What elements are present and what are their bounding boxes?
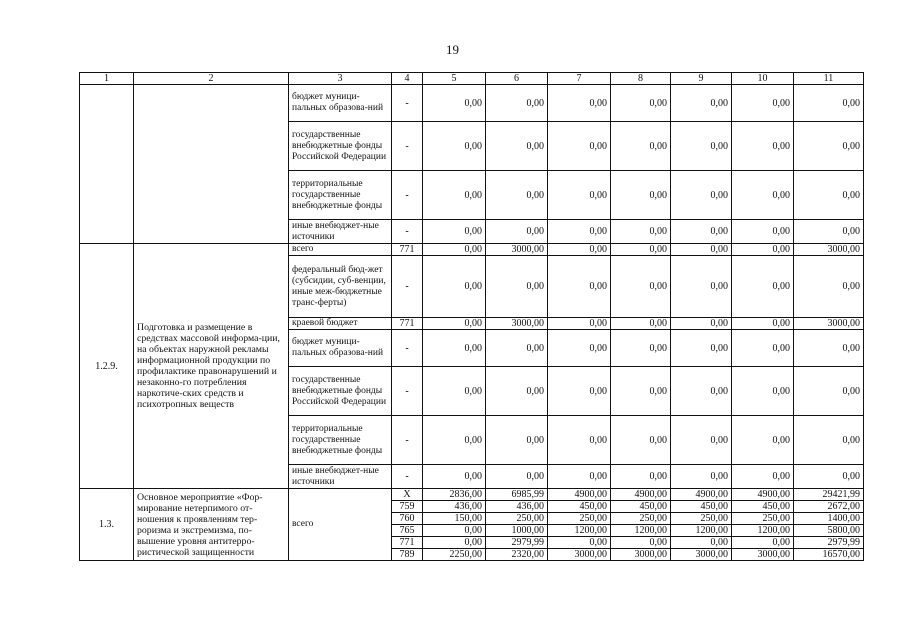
amount-cell: 3000,00 — [486, 244, 548, 256]
amount-cell: 0,00 — [732, 256, 794, 318]
amount-cell: 0,00 — [423, 318, 486, 330]
amount-cell: 2672,00 — [794, 501, 864, 513]
amount-cell: 450,00 — [611, 501, 671, 513]
budget-table — [79, 72, 864, 561]
amount-cell: 0,00 — [732, 85, 794, 122]
amount-cell: 29421,99 — [794, 489, 864, 501]
amount-cell: 0,00 — [671, 537, 732, 549]
budget-code-cell: - — [392, 171, 423, 220]
amount-cell: 2979,99 — [486, 537, 548, 549]
amount-cell: 0,00 — [611, 256, 671, 318]
amount-cell: 0,00 — [548, 220, 611, 244]
amount-cell: 450,00 — [671, 501, 732, 513]
budget-code-cell: 771 — [392, 318, 423, 330]
funding-source-cell: государственные внебюджетные фонды Российской Федерации — [289, 122, 392, 171]
amount-cell: 0,00 — [548, 85, 611, 122]
budget-code-cell: - — [392, 220, 423, 244]
item-number-cell — [80, 85, 134, 244]
amount-cell: 2836,00 — [423, 489, 486, 501]
amount-cell: 0,00 — [486, 171, 548, 220]
amount-cell: 450,00 — [548, 501, 611, 513]
amount-cell: 5800,00 — [794, 525, 864, 537]
amount-cell: 3000,00 — [611, 549, 671, 561]
amount-cell: 0,00 — [611, 220, 671, 244]
amount-cell: 1400,00 — [794, 513, 864, 525]
budget-code-cell: 771 — [392, 244, 423, 256]
amount-cell: 0,00 — [611, 537, 671, 549]
amount-cell: 0,00 — [732, 330, 794, 367]
budget-code-cell: - — [392, 256, 423, 318]
amount-cell: 0,00 — [611, 465, 671, 489]
column-number-cell: 9 — [671, 73, 732, 85]
amount-cell: 1000,00 — [486, 525, 548, 537]
amount-cell: 0,00 — [671, 416, 732, 465]
budget-code-cell: - — [392, 85, 423, 122]
amount-cell: 250,00 — [671, 513, 732, 525]
amount-cell: 0,00 — [548, 171, 611, 220]
page-number: 19 — [446, 42, 459, 57]
amount-cell: 450,00 — [732, 501, 794, 513]
budget-code-cell: 765 — [392, 525, 423, 537]
amount-cell: 4900,00 — [548, 489, 611, 501]
table-row — [80, 244, 864, 256]
funding-source-cell: бюджет муници-пальных образова-ний — [289, 85, 392, 122]
amount-cell: 0,00 — [671, 256, 732, 318]
column-number-cell: 8 — [611, 73, 671, 85]
amount-cell: 3000,00 — [794, 318, 864, 330]
amount-cell: 0,00 — [794, 465, 864, 489]
amount-cell: 0,00 — [671, 85, 732, 122]
amount-cell: 0,00 — [548, 244, 611, 256]
amount-cell: 250,00 — [611, 513, 671, 525]
item-number-cell: 1.2.9. — [80, 244, 134, 489]
amount-cell: 0,00 — [611, 122, 671, 171]
amount-cell: 0,00 — [423, 244, 486, 256]
funding-source-cell: территориальные государственные внебюджетные фонды — [289, 171, 392, 220]
amount-cell: 0,00 — [794, 416, 864, 465]
amount-cell: 0,00 — [671, 171, 732, 220]
amount-cell: 0,00 — [486, 416, 548, 465]
column-number-cell: 10 — [732, 73, 794, 85]
amount-cell: 0,00 — [671, 244, 732, 256]
amount-cell: 0,00 — [548, 367, 611, 416]
amount-cell: 0,00 — [423, 256, 486, 318]
budget-code-cell: - — [392, 122, 423, 171]
item-number-cell: 1.3. — [80, 489, 134, 561]
amount-cell: 0,00 — [794, 367, 864, 416]
amount-cell: 3000,00 — [548, 549, 611, 561]
budget-code-cell: - — [392, 416, 423, 465]
item-name-cell: Подготовка и размещение в средствах массовой информа-ции, на объектах наружной рекламы информационной продукции по профилактике правонарушений и незаконно-го потребления наркотиче-ских средств и психотропных веществ — [134, 244, 289, 489]
amount-cell: 3000,00 — [732, 549, 794, 561]
funding-source-cell: всего — [289, 244, 392, 256]
amount-cell: 0,00 — [611, 367, 671, 416]
item-name-cell: Основное мероприятие «Фор-мирование нетерпимого от-ношения к проявлениям тер-роризма и экстремизма, по-вышение уровня антитерро-ристической защищенности — [134, 489, 289, 561]
column-number-cell: 4 — [392, 73, 423, 85]
amount-cell: 1200,00 — [611, 525, 671, 537]
amount-cell: 150,00 — [423, 513, 486, 525]
column-number-cell: 3 — [289, 73, 392, 85]
amount-cell: 2250,00 — [423, 549, 486, 561]
amount-cell: 0,00 — [486, 465, 548, 489]
table-row — [80, 489, 864, 501]
amount-cell: 0,00 — [486, 330, 548, 367]
amount-cell: 0,00 — [548, 465, 611, 489]
amount-cell: 0,00 — [671, 465, 732, 489]
amount-cell: 0,00 — [548, 318, 611, 330]
amount-cell: 1200,00 — [671, 525, 732, 537]
amount-cell: 0,00 — [486, 256, 548, 318]
column-number-cell: 11 — [794, 73, 864, 85]
amount-cell: 436,00 — [486, 501, 548, 513]
amount-cell: 0,00 — [423, 465, 486, 489]
funding-source-cell: федеральный бюд-жет (субсидии, суб-венции, иные меж-бюджетные транс-ферты) — [289, 256, 392, 318]
amount-cell: 0,00 — [794, 85, 864, 122]
amount-cell: 2979,99 — [794, 537, 864, 549]
amount-cell: 3000,00 — [486, 318, 548, 330]
amount-cell: 16570,00 — [794, 549, 864, 561]
amount-cell: 1200,00 — [732, 525, 794, 537]
amount-cell: 0,00 — [423, 416, 486, 465]
column-number-cell: 1 — [80, 73, 134, 85]
amount-cell: 4900,00 — [671, 489, 732, 501]
column-number-cell: 7 — [548, 73, 611, 85]
amount-cell: 0,00 — [732, 465, 794, 489]
amount-cell: 0,00 — [548, 537, 611, 549]
amount-cell: 0,00 — [732, 537, 794, 549]
column-number-cell: 2 — [134, 73, 289, 85]
amount-cell: 0,00 — [671, 367, 732, 416]
table-row — [80, 85, 864, 122]
amount-cell: 3000,00 — [794, 244, 864, 256]
funding-source-cell: краевой бюджет — [289, 318, 392, 330]
budget-code-cell: 759 — [392, 501, 423, 513]
amount-cell: 0,00 — [611, 318, 671, 330]
amount-cell: 0,00 — [548, 416, 611, 465]
amount-cell: 0,00 — [423, 367, 486, 416]
amount-cell: 0,00 — [423, 85, 486, 122]
amount-cell: 250,00 — [486, 513, 548, 525]
amount-cell: 0,00 — [423, 122, 486, 171]
budget-code-cell: 771 — [392, 537, 423, 549]
amount-cell: 0,00 — [732, 318, 794, 330]
amount-cell: 6985,99 — [486, 489, 548, 501]
funding-source-cell: государственные внебюджетные фонды Российской Федерации — [289, 367, 392, 416]
column-number-cell: 6 — [486, 73, 548, 85]
amount-cell: 0,00 — [611, 330, 671, 367]
budget-code-cell: X — [392, 489, 423, 501]
amount-cell: 0,00 — [486, 220, 548, 244]
column-number-cell: 5 — [423, 73, 486, 85]
amount-cell: 0,00 — [732, 220, 794, 244]
amount-cell: 0,00 — [794, 171, 864, 220]
budget-code-cell: 760 — [392, 513, 423, 525]
amount-cell: 4900,00 — [611, 489, 671, 501]
amount-cell: 0,00 — [671, 122, 732, 171]
budget-code-cell: - — [392, 465, 423, 489]
amount-cell: 0,00 — [611, 171, 671, 220]
amount-cell: 0,00 — [611, 244, 671, 256]
amount-cell: 2320,00 — [486, 549, 548, 561]
amount-cell: 0,00 — [671, 220, 732, 244]
amount-cell: 0,00 — [548, 122, 611, 171]
amount-cell: 436,00 — [423, 501, 486, 513]
amount-cell: 0,00 — [486, 122, 548, 171]
amount-cell: 0,00 — [794, 122, 864, 171]
amount-cell: 0,00 — [423, 220, 486, 244]
funding-source-cell: иные внебюджет-ные источники — [289, 465, 392, 489]
funding-source-cell: иные внебюджет-ные источники — [289, 220, 392, 244]
amount-cell: 3000,00 — [671, 549, 732, 561]
amount-cell: 0,00 — [794, 220, 864, 244]
amount-cell: 0,00 — [423, 537, 486, 549]
amount-cell: 4900,00 — [732, 489, 794, 501]
amount-cell: 0,00 — [611, 85, 671, 122]
funding-source-cell: территориальные государственные внебюджетные фонды — [289, 416, 392, 465]
funding-source-cell: всего — [289, 489, 392, 561]
amount-cell: 250,00 — [732, 513, 794, 525]
amount-cell: 0,00 — [732, 122, 794, 171]
amount-cell: 0,00 — [671, 318, 732, 330]
amount-cell: 0,00 — [486, 85, 548, 122]
item-name-cell — [134, 85, 289, 244]
amount-cell: 1200,00 — [548, 525, 611, 537]
budget-code-cell: 789 — [392, 549, 423, 561]
amount-cell: 0,00 — [423, 171, 486, 220]
amount-cell: 0,00 — [732, 367, 794, 416]
budget-code-cell: - — [392, 330, 423, 367]
amount-cell: 0,00 — [732, 171, 794, 220]
amount-cell: 0,00 — [423, 330, 486, 367]
budget-code-cell: - — [392, 367, 423, 416]
amount-cell: 0,00 — [486, 367, 548, 416]
amount-cell: 0,00 — [794, 256, 864, 318]
amount-cell: 0,00 — [611, 416, 671, 465]
amount-cell: 0,00 — [732, 244, 794, 256]
header-row — [80, 73, 864, 85]
amount-cell: 0,00 — [732, 416, 794, 465]
amount-cell: 0,00 — [548, 256, 611, 318]
amount-cell: 0,00 — [794, 330, 864, 367]
amount-cell: 0,00 — [423, 525, 486, 537]
amount-cell: 0,00 — [671, 330, 732, 367]
amount-cell: 0,00 — [548, 330, 611, 367]
amount-cell: 250,00 — [548, 513, 611, 525]
funding-source-cell: бюджет муници-пальных образова-ний — [289, 330, 392, 367]
